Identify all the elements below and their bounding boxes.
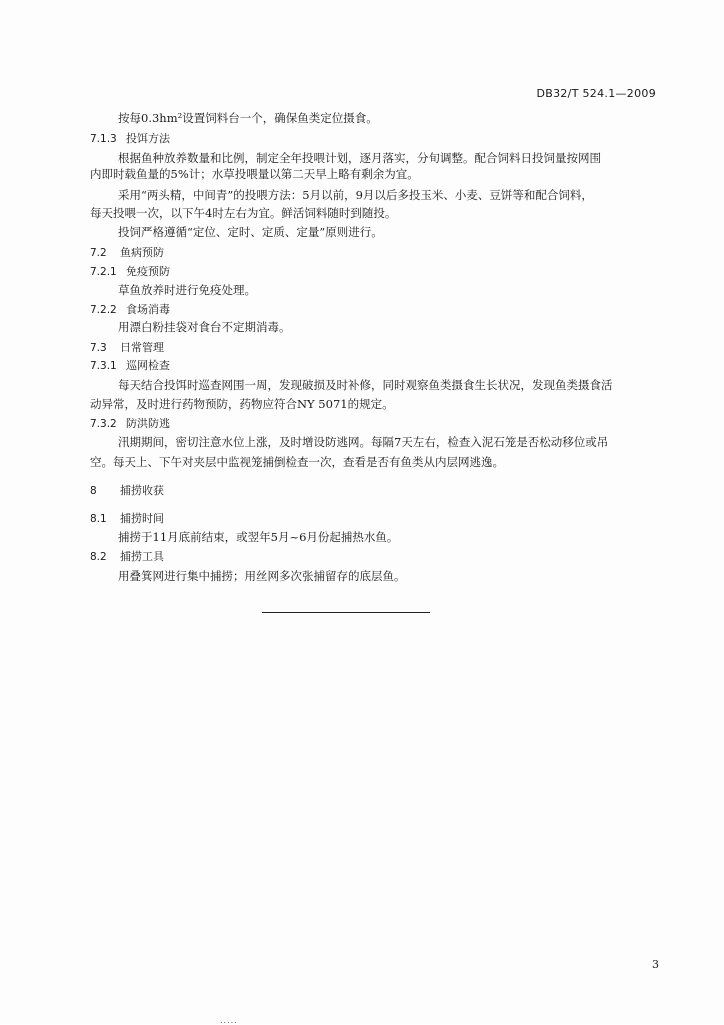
section-heading-8-2 — [90, 549, 164, 564]
section-title: 巡网检查 — [126, 359, 170, 372]
paragraph-line: 采用“两头精，中间青”的投喂方法：5月以前，9月以后多投玉米、小麦、豆饼等和配合饲料， — [118, 188, 593, 202]
section-heading-7-2-2 — [90, 302, 170, 317]
section-title: 投饵方法 — [126, 132, 170, 145]
paragraph-line: 草鱼放养时进行免疫处理。 — [118, 283, 256, 297]
section-heading-7-3 — [90, 340, 164, 355]
section-number: 7.1.3 — [90, 133, 117, 145]
section-number: 7.3 — [90, 342, 107, 354]
paragraph-line: 每天结合投饵时巡查网围一周，发现破损及时补修，同时观察鱼类摄食生长状况，发现鱼类摄食活 — [118, 378, 613, 392]
end-of-text-rule — [262, 612, 430, 613]
paragraph-line: 动异常，及时进行药物预防，药物应符合NY 5071的规定。 — [90, 397, 394, 411]
section-heading-7-3-2 — [90, 416, 170, 431]
section-title: 日常管理 — [120, 341, 164, 354]
section-title: 鱼病预防 — [120, 246, 164, 259]
paragraph-line: 用叠箕网进行集中捕捞；用丝网多次张捕留存的底层鱼。 — [118, 569, 406, 583]
page-number: 3 — [652, 958, 659, 971]
paragraph-line: 汛期期间，密切注意水位上涨，及时增设防逃网。每隔7天左右，检查入泥石笼是否松动移位或吊 — [118, 435, 609, 449]
section-number: 7.3.1 — [90, 360, 117, 372]
section-number: 8.2 — [90, 551, 107, 563]
standard-code: DB32/T 524.1—2009 — [536, 87, 656, 100]
section-number: 7.3.2 — [90, 418, 117, 430]
section-title: 食场消毒 — [126, 303, 170, 316]
paragraph-line: 用漂白粉挂袋对食台不定期消毒。 — [118, 320, 291, 334]
paragraph-line: 根据鱼种放养数量和比例，制定全年投喂计划，逐月落实，分旬调整。配合饲料日投饲量按网围 — [118, 151, 601, 165]
section-number: 7.2.2 — [90, 304, 117, 316]
section-title: 免疫预防 — [126, 265, 170, 278]
section-number: 7.2 — [90, 247, 107, 259]
paragraph-line: 空。每天上、下午对夹层中监视笼捕倒检查一次，查看是否有鱼类从内层网逃逸。 — [90, 455, 504, 469]
section-number: 7.2.1 — [90, 266, 117, 278]
section-heading-7-1-3 — [90, 131, 170, 146]
section-heading-8 — [90, 483, 164, 498]
section-heading-7-2-1 — [90, 264, 170, 279]
section-number: 8 — [90, 485, 97, 497]
paragraph-line: 内即时载鱼量的5%计；水草投喂量以第二天早上略有剩余为宜。 — [90, 167, 419, 181]
section-title: 捕捞时间 — [120, 512, 164, 525]
scan-artifact-dots: ..... — [220, 1016, 238, 1025]
paragraph-line: 每天投喂一次，以下午4时左右为宜。鲜活饲料随时到随投。 — [90, 206, 397, 220]
section-heading-8-1 — [90, 511, 164, 526]
section-title: 防洪防逃 — [126, 417, 170, 430]
section-title: 捕捞收获 — [120, 484, 164, 497]
section-heading-7-2 — [90, 245, 164, 260]
section-number: 8.1 — [90, 513, 107, 525]
paragraph-line: 捕捞于11月底前结束，或翌年5月~6月份起捕热水鱼。 — [118, 530, 399, 544]
paragraph-line: 投饲严格遵循“定位、定时、定质、定量”原则进行。 — [118, 225, 383, 239]
paragraph-line: 按每0.3hm²设置饲料台一个，确保鱼类定位摄食。 — [118, 111, 378, 125]
section-title: 捕捞工具 — [120, 550, 164, 563]
section-heading-7-3-1 — [90, 358, 170, 373]
